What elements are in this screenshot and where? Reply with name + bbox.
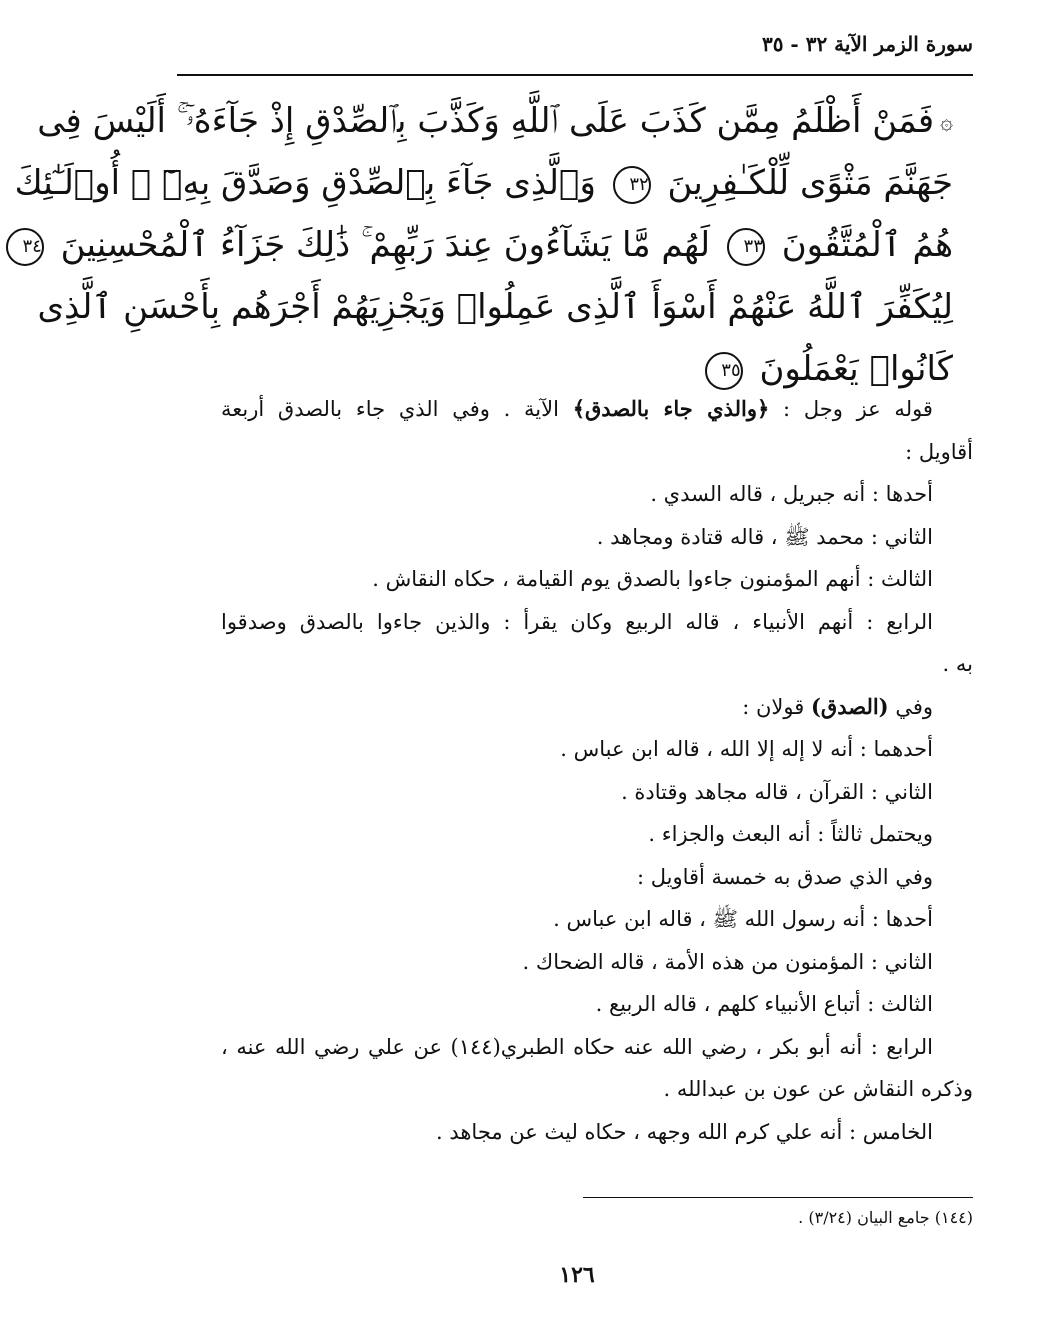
text-run: الآية . وفي الذي جاء بالصدق أربعة — [221, 397, 559, 421]
ayah-number-marker: ٣٥ — [705, 352, 743, 390]
commentary-line — [221, 686, 973, 729]
verse-text: لَهُم مَّا يَشَآءُونَ عِندَ رَبِّهِمْ ۚ ذَٰلِكَ جَزَآءُ ٱلْمُحْسِنِينَ — [60, 225, 711, 265]
commentary-line: وذكره النقاش عن عون بن عبدالله . — [663, 1077, 973, 1101]
text-run: قولان : — [742, 694, 805, 719]
commentary-line: وفي الذي صدق به خمسة أقاويل : — [636, 864, 933, 889]
verse-line-4 — [37, 276, 953, 338]
verse-text: لِيُكَفِّرَ ٱللَّهُ عَنْهُمْ أَسْوَأَ ٱلَّذِى عَمِلُوا۟ وَيَجْزِيَهُمْ أَجْرَهُم بِأَحْسَنِ ٱلَّذِى — [37, 287, 953, 327]
ayah-number-marker: ٣٤ — [6, 228, 44, 266]
book-page — [14, 0, 1037, 1333]
commentary-line: أقاويل : — [905, 439, 973, 464]
commentary-line: الرابع : أنهم الأنبياء ، قاله الربيع وكان يقرأ : والذين جاءوا بالصدق وصدقوا — [221, 609, 933, 634]
commentary-line — [221, 388, 973, 431]
commentary-line: به . — [942, 652, 973, 676]
commentary-line: أحدهما : أنه لا إله إلا الله ، قاله ابن عباس . — [560, 737, 933, 761]
verse-text: جَهَنَّمَ مَثْوًى لِّلْكَـٰفِرِينَ — [667, 163, 953, 203]
commentary-line: الثالث : أتباع الأنبياء كلهم ، قاله الربيع . — [595, 992, 933, 1016]
verse-line-2 — [14, 152, 953, 214]
text-run: قوله عز وجل : — [783, 397, 933, 421]
commentary-line: الثاني : محمد ﷺ ، قاله قتادة ومجاهد . — [596, 524, 933, 549]
footnote-rule — [583, 1197, 973, 1198]
ayah-number-marker: ٣٣ — [727, 228, 765, 266]
commentary-line: الخامس : أنه علي كرم الله وجهه ، حكاه ليث عن مجاهد . — [435, 1119, 933, 1144]
bold-term: (الصدق) — [810, 693, 889, 719]
quoted-verse: ﴿والذي جاء بالصدق﴾ — [572, 396, 770, 421]
commentary-body — [221, 388, 973, 1153]
commentary-line: الرابع : أنه أبو بكر ، رضي الله عنه حكاه الطبري(١٤٤) عن علي رضي الله عنه ، — [221, 1034, 933, 1059]
ayah-number-marker: ٣٢ — [613, 166, 651, 204]
commentary-line: أحدها : أنه جبريل ، قاله السدي . — [650, 482, 933, 506]
verse-text: وَٱلَّذِى جَآءَ بِٱلصِّدْقِ وَصَدَّقَ بِهِۦٓ ۙ أُو۟لَـٰٓئِكَ — [14, 163, 596, 203]
commentary-line: ويحتمل ثالثاً : أنه البعث والجزاء . — [648, 822, 933, 846]
footnote: (١٤٤) جامع البيان (٣/٢٤) . — [798, 1208, 973, 1227]
verse-line-3 — [22, 214, 953, 276]
verse-line-1 — [37, 90, 953, 152]
page-number: ١٢٦ — [559, 1262, 595, 1288]
commentary-line: الثاني : المؤمنون من هذه الأمة ، قاله الضحاك . — [522, 949, 933, 974]
rub-el-hizb-icon: ۞ — [940, 109, 953, 135]
verse-text: فَمَنْ أَظْلَمُ مِمَّن كَذَبَ عَلَى ٱللَّهِ وَكَذَّبَ بِٱلصِّدْقِ إِذْ جَآءَهُۥٓ ۚ أَلَيْسَ فِى — [37, 101, 935, 141]
text-run: وفي — [895, 694, 933, 719]
running-title: سورة الزمر الآية ٣٢ - ٣٥ — [761, 32, 973, 56]
commentary-line: الثالث : أنهم المؤمنون جاءوا بالصدق يوم القيامة ، حكاه النقاش . — [372, 567, 933, 591]
quran-verse-block — [14, 90, 953, 400]
commentary-line: الثاني : القرآن ، قاله مجاهد وقتادة . — [621, 779, 933, 804]
header-rule — [177, 74, 973, 76]
commentary-line: أحدها : أنه رسول الله ﷺ ، قاله ابن عباس . — [553, 907, 933, 931]
verse-text: هُمُ ٱلْمُتَّقُونَ — [781, 225, 953, 265]
verse-text: كَانُوا۟ يَعْمَلُونَ — [759, 349, 953, 389]
